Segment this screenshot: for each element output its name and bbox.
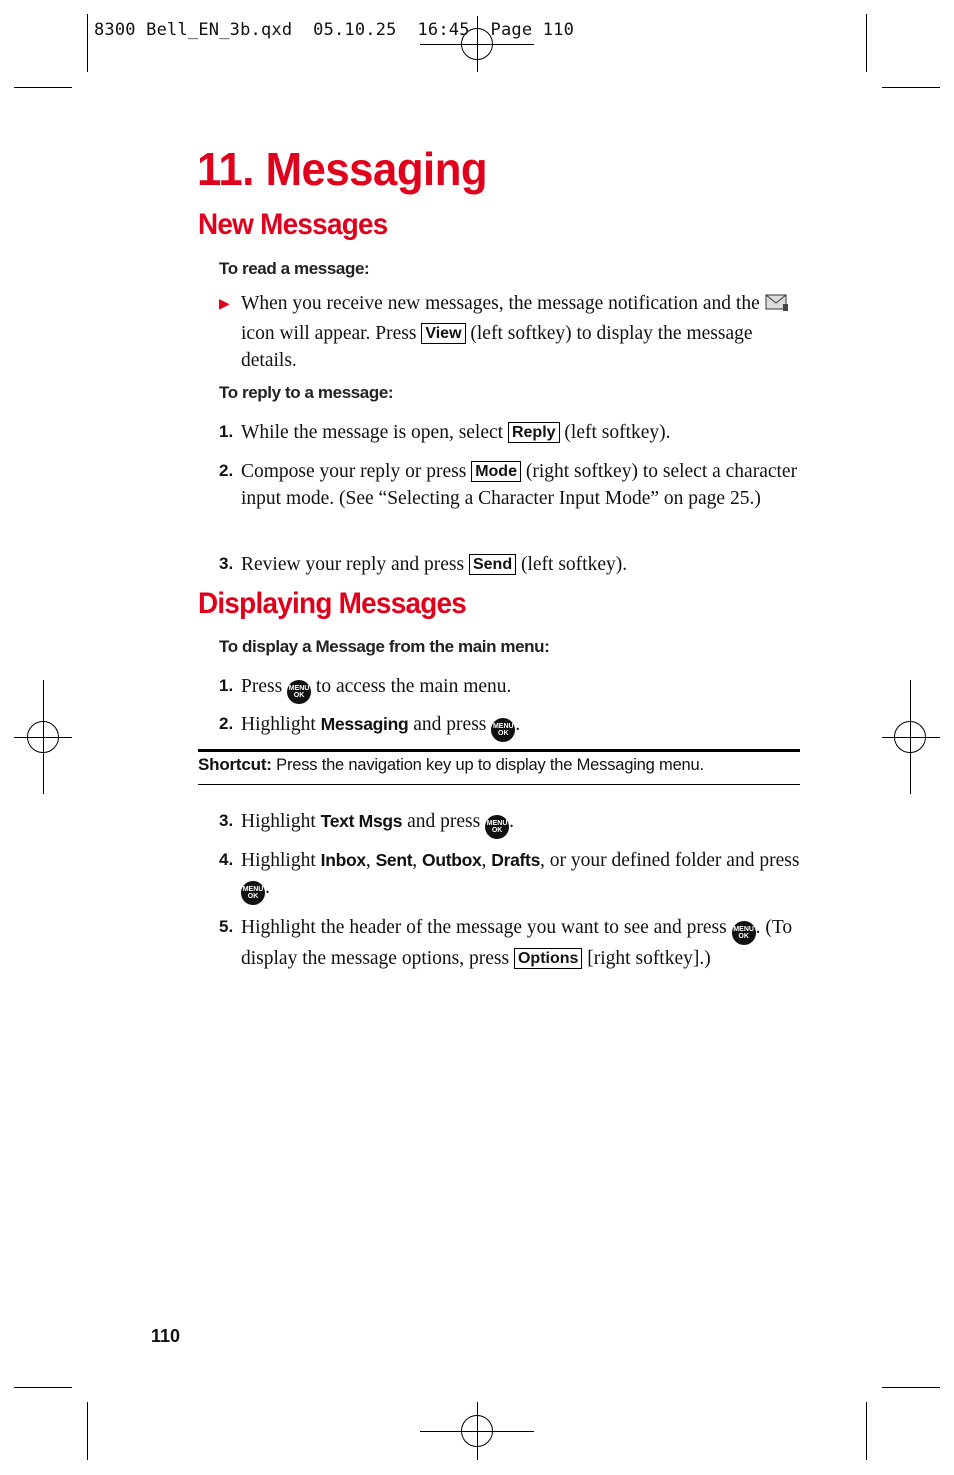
display-step-3 [241,808,803,839]
step-number: 4. [219,850,234,869]
step-text: . [515,714,521,735]
step-text: (left softkey). [520,554,628,575]
crop-mark [882,87,940,88]
reply-step-2 [241,458,803,512]
step-number: 3. [219,554,234,573]
reply-step-3 [241,551,803,578]
step-text: (left softkey). [564,422,671,443]
reply-softkey: Reply [508,422,560,443]
step-text: Highlight [241,811,316,832]
bullet-arrow-icon: ▶ [219,297,230,312]
step-text: While the message is open, select [241,422,504,443]
registration-circle [894,721,926,753]
menu-name-text-msgs: Text Msgs [320,811,403,831]
menu-ok-key-icon: MENU OK [485,815,509,839]
view-softkey: View [421,323,465,344]
step-number: 2. [219,714,234,733]
step-number: 3. [219,811,234,830]
display-step-2 [241,711,803,742]
step-text: (right softkey) to select a character input mode. (See “Selecting a Character Input Mode” on page 25.) [241,461,798,509]
shortcut-text: Press the navigation key up to display the Messaging menu. [276,756,704,774]
step-number: 1. [219,676,234,695]
step-text: Highlight the header of the message you want to see and press [241,917,727,938]
section-heading-displaying-messages: Displaying Messages [198,587,467,620]
options-softkey: Options [514,948,582,969]
crop-mark [14,1387,72,1388]
menu-ok-key-icon: MENU OK [491,718,515,742]
shortcut-rule [198,784,800,785]
display-step-1 [241,673,803,704]
crop-mark [14,87,72,88]
envelope-icon [765,292,789,320]
crop-mark [87,1402,88,1460]
step-text: . (To display the message options, press [241,917,793,969]
read-text-c: (left softkey) to display the message details. [241,323,753,371]
menu-ok-key-icon: MENU OK [732,921,756,945]
menu-name-outbox: Outbox [422,850,482,870]
menu-name-inbox: Inbox [320,850,366,870]
step-text: and press [413,714,487,735]
registration-circle [27,721,59,753]
section-heading-new-messages: New Messages [198,208,388,241]
registration-circle [461,1415,493,1447]
display-step-4: Highlight Inbox, Sent, Outbox, Drafts, or your defined folder and press MENU OK . [241,847,806,905]
step-text: to access the main menu. [315,676,512,697]
step-text: Highlight [241,850,316,871]
file-slug: 8300 Bell_EN_3b.qxd 05.10.25 16:45 Page 110 [94,20,575,40]
menu-ok-key-icon: MENU OK [287,680,311,704]
step-text: Review your reply and press [241,554,465,575]
crop-mark [866,1402,867,1460]
crop-mark [882,1387,940,1388]
step-text: . [509,811,514,832]
step-text: Highlight [241,714,316,735]
step-text: Compose your reply or press [241,461,467,482]
step-number: 2. [219,461,234,480]
chapter-title: 11. Messaging [197,143,488,195]
crop-mark [87,14,88,72]
step-text: and press [407,811,481,832]
read-text-b: icon will appear. Press [241,323,417,344]
read-message-text [241,290,803,374]
menu-name-messaging: Messaging [320,714,409,734]
send-softkey: Send [469,554,516,575]
reply-message-label: To reply to a message: [219,383,394,402]
menu-name-sent: Sent [375,850,413,870]
display-message-label: To display a Message from the main menu: [219,637,550,656]
step-text: Press [241,676,283,697]
reply-step-1 [241,419,803,446]
step-text: . [265,877,270,898]
display-step-5 [241,914,803,972]
step-number: 1. [219,422,234,441]
mode-softkey: Mode [471,461,521,482]
step-number: 5. [219,917,234,936]
page-number: 110 [151,1326,181,1346]
shortcut-note [198,755,704,775]
step-text: , or your defined folder and press [540,850,800,871]
step-text: [right softkey].) [587,948,711,969]
read-text-a: When you receive new messages, the message notification and the [241,293,760,314]
read-message-label: To read a message: [219,259,370,278]
crop-mark [866,14,867,72]
shortcut-label: Shortcut: [198,755,272,774]
menu-name-drafts: Drafts [491,850,541,870]
menu-ok-key-icon: MENU OK [241,881,265,905]
shortcut-rule [198,749,800,752]
